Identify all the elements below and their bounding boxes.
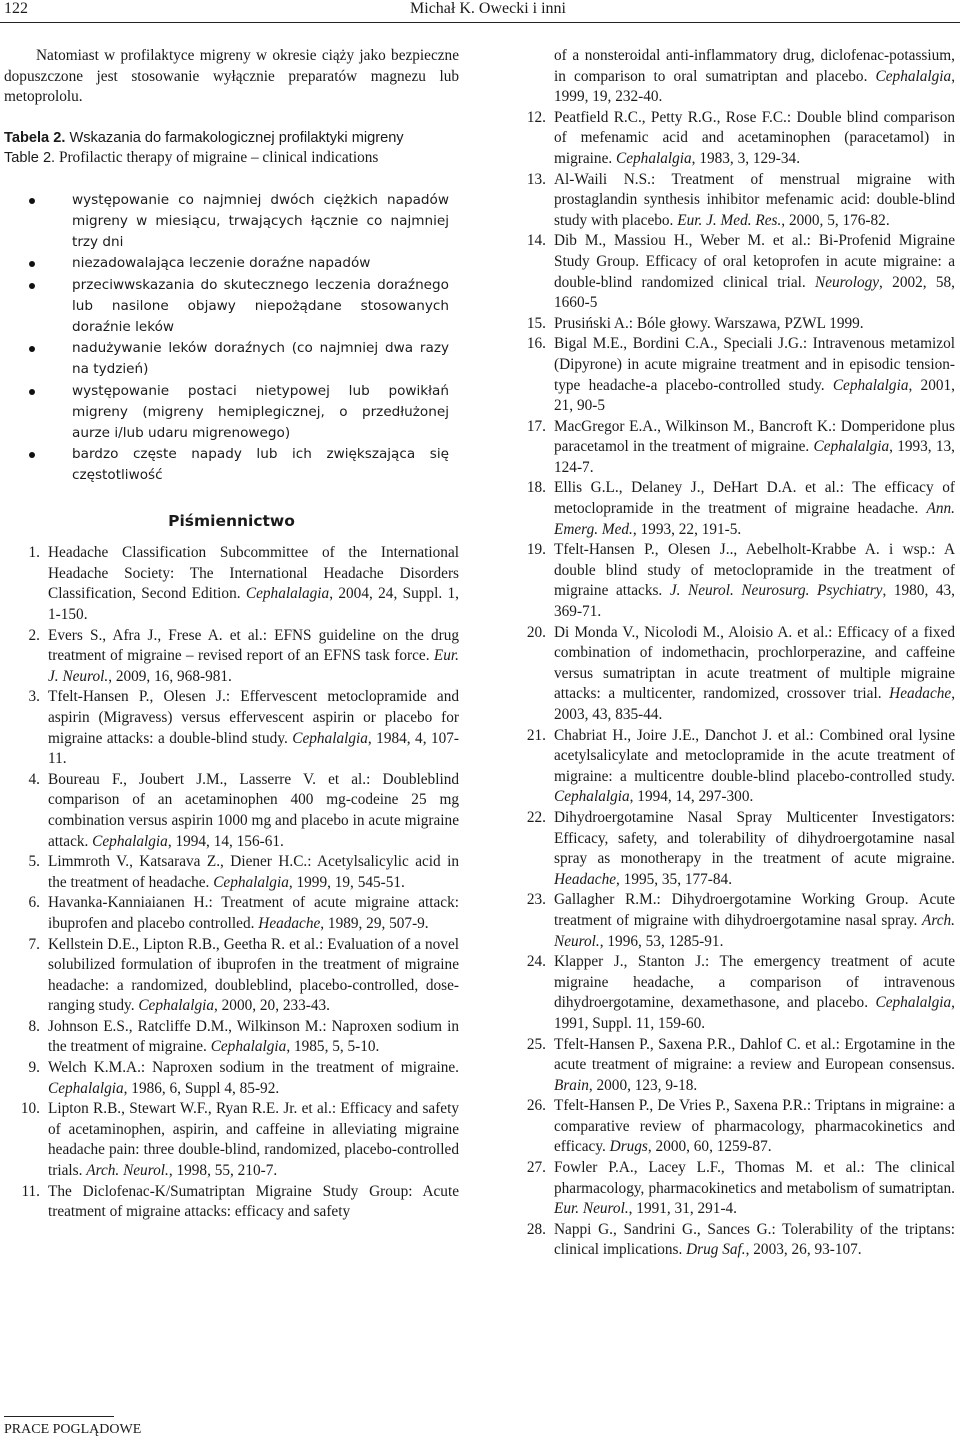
reference-number: 21. <box>526 726 546 744</box>
reference-journal: Eur. J. Neurol. <box>48 647 459 685</box>
reference-body <box>554 417 955 479</box>
reference-text: Di Monda V., Nicolodi M., Aloisio A. et al.: Efficacy of a fixed combination of indomethacin, prochlorperazine, and caffeine versus sumatriptan in acute treatment of multiple migraine attacks: a multicenter, randomized, crossover trial. <box>554 623 955 703</box>
indication-item <box>4 381 459 445</box>
reference-details: , 2004, 24, Suppl. 1, 1-150. <box>48 585 459 623</box>
reference-journal: Cephalalagia <box>245 585 330 603</box>
indication-item <box>4 190 459 254</box>
intro-paragraph: Natomiast w profilaktyce migreny w okresie ciąży jako bezpieczne dopuszczone jest stosowanie wyłącznie preparatów magnezu lub metoprololu. <box>4 47 459 106</box>
reference-text: Chabriat H., Joire J.E., Danchot J. et al.: Combined oral lysine acetylsalicylate and metoclopramide in the acute treatment of migraine: a multicentre double-blind placebo-controlled study. <box>554 726 955 785</box>
reference-text: Ellis G.L., Delaney J., DeHart D.A. et al.: The efficacy of metoclopramide in the treatment of migraine headache. <box>554 479 955 518</box>
reference-body <box>48 852 459 893</box>
running-header <box>0 0 960 22</box>
reference-text: Boureau F., Joubert J.M., Lasserre V. et al.: Doubleblind comparison of an acetaminophen 400 mg-codeine 25 mg combination versus aspirin 1000 mg and placebo in acute migraine attack. <box>48 770 459 850</box>
running-footer <box>4 1416 204 1440</box>
indication-item <box>4 253 459 274</box>
reference-number: 28. <box>526 1220 546 1238</box>
reference-item <box>510 952 955 1034</box>
table-label-pl: Tabela 2. <box>4 129 66 146</box>
reference-number: 25. <box>526 1035 546 1053</box>
reference-text: Nappi G., Sandrini G., Sances G.: Tolerability of the triptans: clinical implications. <box>554 1220 955 1259</box>
reference-text: Lipton R.B., Stewart W.F., Ryan R.E. Jr. et al.: Efficacy and safety of acetaminophen, aspirin, and caffeine in alleviating migraine headache pain: three double-blind, randomized, placebo-controlled trials. <box>48 1100 459 1180</box>
reference-journal: Drug Saf. <box>686 1241 746 1259</box>
reference-body <box>48 626 459 688</box>
reference-item <box>4 626 459 688</box>
footer-rule <box>4 1416 114 1417</box>
footer-label: PRACE POGLĄDOWE <box>4 1422 142 1437</box>
reference-details: , 1993, 13, 124-7. <box>554 438 955 476</box>
reference-details: , 1991, 31, 291-4. <box>628 1200 738 1218</box>
reference-details: , 2009, 16, 968-981. <box>108 667 232 685</box>
reference-number: 19. <box>526 541 546 559</box>
reference-number: 10. <box>20 1100 40 1118</box>
bullet-dot-icon <box>29 389 35 395</box>
reference-item <box>510 808 955 890</box>
reference-journal: Cephalalgia <box>616 149 692 167</box>
reference-journal: Arch. Neurol. <box>86 1162 169 1180</box>
reference-text: Fowler P.A., Lacey L.F., Thomas M. et al.: The clinical pharmacology, pharmacokinetics and metabolism of sumatriptan. <box>554 1159 955 1197</box>
reference-body <box>48 543 459 625</box>
reference-text: Welch K.M.A.: Naproxen sodium in the treatment of migraine. <box>48 1059 459 1077</box>
reference-details: , 1994, 14, 156-61. <box>167 832 284 850</box>
bullet-dot-icon <box>29 198 35 204</box>
indication-text: występowanie co najmniej dwóch ciężkich napadów migreny w miesiącu, trwających łącznie co najmniej trzy dni <box>72 191 449 251</box>
reference-body <box>554 540 955 622</box>
reference-number: 24. <box>526 953 546 971</box>
reference-details: , 2000, 20, 233-43. <box>214 997 330 1015</box>
reference-body <box>554 952 955 1034</box>
reference-text: Havanka-Kanniaianen H.: Treatment of acute migraine attack: ibuprofen and placebo controlled. <box>48 894 459 932</box>
reference-number: 6. <box>28 894 40 912</box>
references-heading: Piśmiennictwo <box>168 511 295 530</box>
reference-body <box>554 1220 955 1261</box>
reference-body <box>48 893 459 934</box>
table-caption-pl <box>4 128 459 148</box>
reference-body <box>554 231 955 313</box>
reference-text: Evers S., Afra J., Frese A. et al.: EFNS guideline on the drug treatment of migraine – revised report of an EFNS task force. <box>48 626 459 665</box>
right-column <box>510 46 955 1261</box>
reference-details: , 2000, 123, 9-18. <box>588 1076 698 1094</box>
reference-item <box>510 726 955 808</box>
reference-item <box>4 1058 459 1099</box>
reference-body <box>554 726 955 808</box>
reference-item <box>4 1017 459 1058</box>
reference-details: , 1996, 53, 1285-91. <box>599 932 724 950</box>
reference-body <box>48 1017 459 1058</box>
reference-item <box>510 623 955 726</box>
reference-number: 9. <box>28 1059 40 1077</box>
reference-details: , 1984, 4, 107-11. <box>48 729 459 768</box>
reference-text: Gallagher R.M.: Dihydroergotamine Working Group. Acute treatment of migraine with dihydroergotamine nasal spray. <box>554 891 955 929</box>
reference-item <box>510 540 955 622</box>
reference-number: 22. <box>526 808 546 826</box>
reference-details: , 2003, 43, 835-44. <box>554 685 956 723</box>
reference-details: , 2002, 58, 1660-5 <box>554 273 955 312</box>
reference-body <box>48 770 459 852</box>
reference-body <box>554 1096 955 1158</box>
reference-journal: Headache <box>889 685 952 703</box>
reference-details: , 1991, Suppl. 11, 159-60. <box>554 994 955 1032</box>
left-column <box>4 46 459 1223</box>
indication-text: bardzo częste napady lub ich zwiększająca się częstotliwość <box>72 446 449 484</box>
reference-number: 26. <box>526 1097 546 1115</box>
reference-item <box>4 893 459 934</box>
reference-item <box>4 543 459 625</box>
references-list-right <box>510 46 955 1261</box>
reference-journal: Cephalalgia <box>292 729 368 747</box>
reference-body <box>554 623 955 726</box>
reference-journal: J. Neurol. Neurosurg. Psychiatry <box>669 582 883 600</box>
reference-number: 16. <box>526 335 546 353</box>
table-title-pl: Wskazania do farmakologicznej profilaktyki migreny <box>69 129 404 146</box>
reference-body <box>554 478 955 540</box>
reference-text: Tfelt-Hansen P., Olesen J.., Aebelholt-Krabbe A. i wsp.: A double blind study of metoclopramide in the treatment of migraine attacks. <box>554 541 955 600</box>
indication-item <box>4 338 459 380</box>
reference-item <box>510 46 955 108</box>
reference-number: 27. <box>526 1159 546 1177</box>
reference-text: Johnson E.S., Ratcliffe D.M., Wilkinson M.: Naproxen sodium in the treatment of migraine. <box>48 1017 459 1056</box>
reference-body <box>554 1035 955 1097</box>
reference-text: The Diclofenac-K/Sumatriptan Migraine Study Group: Acute treatment of migraine attacks: efficacy and safety <box>48 1182 459 1221</box>
reference-journal: Cephalalgia <box>138 997 214 1015</box>
reference-journal: Cephalalgia <box>813 438 890 456</box>
reference-journal: Cephalalgia <box>554 788 630 806</box>
reference-details: , 1983, 3, 129-34. <box>691 149 801 167</box>
reference-details: , 1999, 19, 232-40. <box>554 67 956 106</box>
indication-text: występowanie postaci nietypowej lub powikłań migreny (migreny hemiplegicznej, o przedłużonej aurze i/lub udaru migrenowego) <box>72 382 449 442</box>
reference-details: , 1999, 19, 545-51. <box>288 873 405 891</box>
reference-body <box>554 890 955 952</box>
reference-number: 3. <box>28 688 40 706</box>
bullet-dot-icon <box>29 261 35 267</box>
reference-journal: Eur. J. Med. Res. <box>677 211 782 229</box>
indication-text: nadużywanie leków doraźnych (co najmniej dwa razy na tydzień) <box>72 340 449 378</box>
reference-item <box>510 314 955 335</box>
reference-text: Tfelt-Hansen P., Olesen J.: Effervescent metoclopramide and aspirin (Migravess) versus effervescent aspirin or placebo for migraine attacks: a double-blind study. <box>48 688 459 747</box>
reference-text: MacGregor E.A., Wilkinson M., Bancroft K.: Domperidone plus paracetamol in the treatment of migraine. <box>554 417 955 456</box>
reference-journal: Cephalalgia <box>213 873 289 891</box>
bullet-dot-icon <box>29 452 35 458</box>
reference-details: , 1993, 22, 191-5. <box>632 520 742 538</box>
reference-body <box>554 108 955 170</box>
reference-item <box>510 890 955 952</box>
reference-details: , 1986, 6, Suppl 4, 85-92. <box>123 1079 280 1097</box>
reference-journal: Brain <box>554 1076 589 1094</box>
reference-item <box>4 770 459 852</box>
reference-text: Prusiński A.: Bóle głowy. Warszawa, PZWL 1999. <box>554 314 864 332</box>
reference-details: , 2000, 5, 176-82. <box>781 211 890 229</box>
reference-number: 20. <box>526 623 546 641</box>
reference-journal: Cephalalgia <box>832 376 909 394</box>
reference-text: Tfelt-Hansen P., De Vries P., Saxena P.R.: Triptans in migraine: a comparative review of pharmacology, pharmacokinetics and efficacy. <box>554 1097 955 1156</box>
reference-item <box>4 935 459 1017</box>
reference-details: , 1989, 29, 507-9. <box>320 914 429 932</box>
reference-body <box>554 46 955 108</box>
reference-body <box>554 808 955 890</box>
reference-journal: Eur. Neurol. <box>554 1200 629 1218</box>
indication-item <box>4 275 459 339</box>
reference-details: , 1985, 5, 5-10. <box>286 1038 380 1056</box>
reference-text: of a nonsteroidal anti-inflammatory drug, diclofenac-potassium, in comparison to oral sumatriptan and placebo. <box>554 47 955 85</box>
reference-body <box>48 935 459 1017</box>
reference-number: 23. <box>526 891 546 909</box>
reference-text: Al-Waili N.S.: Treatment of menstrual migraine with prostaglandin synthesis inhibitor mefenamic acid: double-blind study with placebo. <box>554 170 955 229</box>
reference-body <box>554 170 955 232</box>
reference-number: 11. <box>21 1182 40 1200</box>
reference-text: Tfelt-Hansen P., Saxena P.R., Dahlof C. et al.: Ergotamine in the acute treatment of migraine: a review and European consensus. <box>554 1035 955 1074</box>
reference-text: Limmroth V., Katsarava Z., Diener H.C.: Acetylsalicylic acid in the treatment of headache. <box>48 853 459 891</box>
table-title-en: Profilactic therapy of migraine – clinical indications <box>58 148 379 166</box>
reference-journal: Headache <box>258 914 321 932</box>
reference-body <box>554 314 955 335</box>
reference-item <box>510 170 955 232</box>
reference-journal: Ann. Emerg. Med. <box>554 500 955 538</box>
running-authors: Michał K. Owecki i inni <box>410 0 566 17</box>
reference-text: Bigal M.E., Bordini C.A., Speciali J.G.: Intravenous metamizol (Dipyrone) in acute migraine treatment and in episodic tension-type headache-a placebo-controlled study. <box>554 335 955 394</box>
indication-item <box>4 444 459 486</box>
reference-body <box>48 687 459 769</box>
reference-number: 4. <box>28 770 40 788</box>
reference-body <box>554 334 955 416</box>
reference-details: , 1995, 35, 177-84. <box>616 870 733 888</box>
reference-number: 2. <box>28 626 40 644</box>
reference-number: 5. <box>28 853 40 871</box>
reference-journal: Cephalalgia <box>875 994 952 1012</box>
page-number: 122 <box>4 0 28 17</box>
reference-item <box>510 417 955 479</box>
reference-item <box>510 108 955 170</box>
reference-text: Dihydroergotamine Nasal Spray Multicenter Investigators: Efficacy, safety, and tolerability of dihydroergotamine nasal spray as monotherapy in the treatment of acute migraine. <box>554 808 955 868</box>
reference-details: , 1980, 43, 369-71. <box>554 582 955 621</box>
reference-number: 14. <box>526 232 546 250</box>
reference-text: Klapper J., Stanton J.: The emergency treatment of acute migraine headache, a comparison of intravenous dihydroergotamine, dexamethasone, and placebo. <box>554 953 955 1012</box>
reference-item <box>510 334 955 416</box>
reference-item <box>510 1220 955 1261</box>
reference-details: , 2001, 21, 90-5 <box>554 376 955 415</box>
reference-item <box>510 1096 955 1158</box>
reference-body <box>554 1158 955 1220</box>
table-label-en: Table 2. <box>4 149 56 166</box>
reference-journal: Cephalalgia <box>875 67 952 85</box>
reference-item <box>4 1099 459 1181</box>
reference-item <box>4 1182 459 1223</box>
reference-details: , 2000, 60, 1259-87. <box>647 1138 772 1156</box>
reference-journal: Drugs <box>609 1138 648 1156</box>
references-list-left <box>4 543 459 1223</box>
reference-body <box>48 1182 459 1223</box>
bullet-dot-icon <box>29 283 35 289</box>
reference-journal: Cephalalgia <box>92 832 168 850</box>
reference-journal: Cephalalgia <box>48 1079 124 1097</box>
reference-number: 12. <box>526 108 546 126</box>
reference-item <box>510 1035 955 1097</box>
indications-list <box>4 190 459 487</box>
indication-text: niezadowalająca leczenie doraźne napadów <box>72 255 371 272</box>
reference-journal: Cephalalgia <box>210 1038 287 1056</box>
reference-journal: Arch. Neurol. <box>554 911 955 950</box>
reference-journal: Neurology <box>815 273 880 291</box>
reference-number: 17. <box>526 417 546 435</box>
reference-text: Dib M., Massiou H., Weber M. et al.: Bi-Profenid Migraine Study Group. Efficacy of oral ketoprofen in acute migraine: a double-blind randomized clinical trial. <box>554 232 955 291</box>
reference-item <box>4 852 459 893</box>
reference-number: 1. <box>28 544 40 562</box>
header-rule <box>0 22 960 23</box>
reference-details: , 1998, 55, 210-7. <box>168 1162 278 1180</box>
table-caption-en <box>4 148 459 168</box>
bullet-dot-icon <box>29 346 35 352</box>
reference-number: 15. <box>526 314 546 332</box>
reference-body <box>48 1058 459 1099</box>
reference-item <box>510 1158 955 1220</box>
reference-journal: Headache <box>554 870 617 888</box>
reference-text: Kellstein D.E., Lipton R.B., Geetha R. et al.: Evaluation of a novel solubilized formulation of ibuprofen in the treatment of migraine headache: a randomized, doubleblind, placebo-controlled, dose-ranging study. <box>48 935 459 1015</box>
reference-item <box>510 478 955 540</box>
indication-text: przeciwwskazania do skutecznego leczenia doraźnego lub nasilone objawy niepożądane stosowanych doraźnie leków <box>72 276 449 335</box>
reference-details: , 1994, 14, 297-300. <box>629 788 754 806</box>
reference-item <box>4 687 459 769</box>
reference-item <box>510 231 955 313</box>
reference-details: , 2003, 26, 93-107. <box>745 1241 862 1259</box>
reference-body <box>48 1099 459 1181</box>
reference-text: Peatfield R.C., Petty R.G., Rose F.C.: Double blind comparison of mefenamic acid and acetaminophen (paracetamol) in migraine. <box>554 108 955 167</box>
reference-number: 7. <box>28 935 40 953</box>
reference-number: 8. <box>28 1017 40 1035</box>
reference-text: Headache Classification Subcommittee of the International Headache Society: The International Headache Disorders Classification, Second Edition. <box>48 544 459 603</box>
reference-number: 13. <box>526 170 546 188</box>
reference-number: 18. <box>526 479 546 497</box>
